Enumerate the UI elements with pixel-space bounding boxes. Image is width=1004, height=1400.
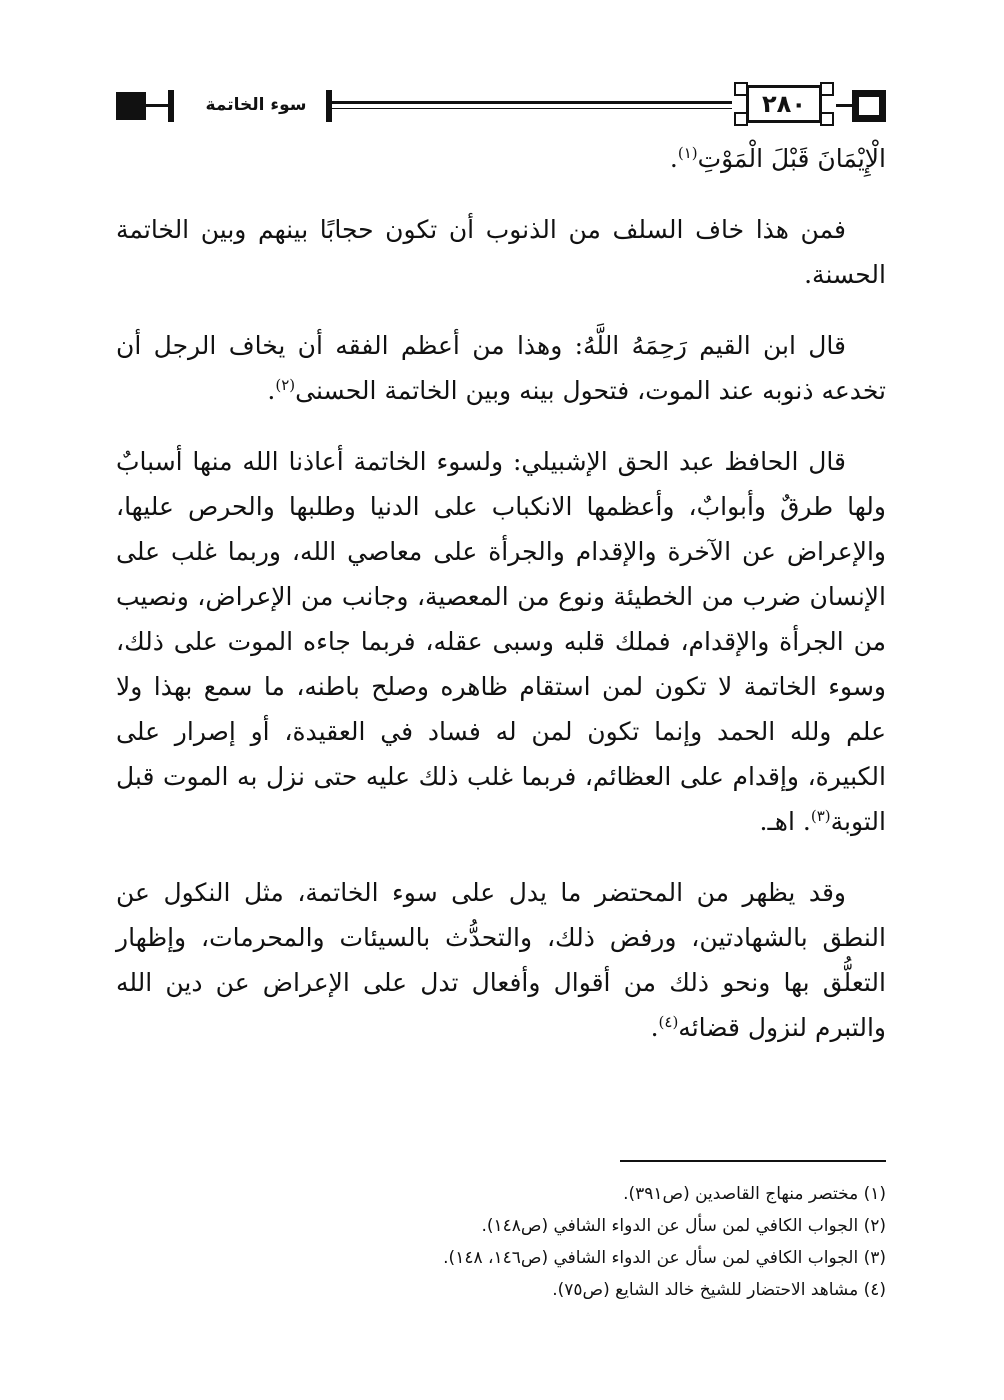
footnote-ref-4[interactable]: (٤) bbox=[658, 1013, 679, 1031]
frame-knot bbox=[820, 82, 834, 96]
header-rule-middle-thin bbox=[332, 108, 732, 109]
main-text bbox=[116, 136, 886, 1050]
footnote-separator bbox=[620, 1160, 886, 1162]
paragraph-3-text: قال الحافظ عبد الحق الإشبيلي: ولسوء الخاتمة أعاذنا الله منها أسبابٌ ولها طرقٌ وأبوابٌ، وأعظمها الانكباب على الدنيا وطلبها والحرص عليها، والإعراض عن الآخرة والإقدام والجرأة على معاصي الله، وربما غلب على الإنسان ضرب من الخطيئة ونوع من المعصية، وجانب من الإعراض، ونصيب من الجرأة والإقدام، فملك قلبه وسبى عقله، فربما جاءه الموت على ذلك، وسوء الخاتمة لا تكون لمن استقام ظاهره وصلح باطنه، ما سمع بهذا ولا علم ولله الحمد وإنما تكون لمن له فساد في العقيدة، أو إصرار على الكبيرة، وإقدام على العظائم، فربما غلب ذلك عليه حتى نزل به الموت قبل التوبة bbox=[116, 447, 886, 836]
page-number: ٢٨٠ bbox=[746, 85, 822, 123]
paragraph-1: فمن هذا خاف السلف من الذنوب أن تكون حجابًا بينهم وبين الخاتمة الحسنة. bbox=[116, 215, 886, 289]
paragraph-2-text: قال ابن القيم رَحِمَهُ اللَّهُ: وهذا من أعظم الفقه أن يخاف الرجل أن تخدعه ذنوبه عند الموت، فتحول بينه وبين الخاتمة الحسنى bbox=[116, 331, 886, 405]
footnote-item: (١) مختصر منهاج القاصدين (ص٣٩١). bbox=[623, 1184, 886, 1204]
header-rule-middle bbox=[332, 101, 732, 104]
header-rule-left bbox=[146, 104, 168, 107]
paragraph-4-text: وقد يظهر من المحتضر ما يدل على سوء الخاتمة، مثل النكول عن النطق بالشهادتين، ورفض ذلك، والتحدُّث بالسيئات والمحرمات، وإظهار التعلُّق بها ونحو ذلك من أقوال وأفعال تدل على الإعراض عن دين الله والتبرم لنزول قضائه bbox=[116, 878, 886, 1042]
opening-line: الْإِيْمَانَ قَبْلَ الْمَوْتِ$^{(١)}$. bbox=[669, 144, 886, 173]
footnote-item: (٣) الجواب الكافي لمن سأل عن الدواء الشافي (ص١٤٦، ١٤٨). bbox=[443, 1248, 886, 1268]
running-header bbox=[116, 82, 886, 128]
footnote-item: (٤) مشاهد الاحتضار للشيخ خالد الشايع (ص٧٥). bbox=[552, 1280, 886, 1300]
header-tick bbox=[326, 90, 332, 122]
page-number-frame bbox=[732, 82, 836, 128]
paragraph-3 bbox=[116, 439, 886, 844]
paragraph-2: قال ابن القيم رَحِمَهُ اللَّهُ: وهذا من أعظم الفقه أن يخاف الرجل أن تخدعه ذنوبه عند الموت، فتحول بينه وبين الخاتمة الحسنى$^{(٢)}$. bbox=[116, 331, 886, 405]
header-title: سوء الخاتمة bbox=[205, 95, 307, 115]
footnote-ref-2[interactable]: (٢) bbox=[275, 376, 296, 394]
header-ornament-left bbox=[116, 92, 146, 120]
opening-line-text: الْإِيْمَانَ قَبْلَ الْمَوْتِ bbox=[697, 144, 886, 173]
footnotes bbox=[116, 1178, 886, 1306]
footnote-item: (٢) الجواب الكافي لمن سأل عن الدواء الشافي (ص١٤٨). bbox=[481, 1216, 886, 1236]
footnote-ref-3[interactable]: (٣) bbox=[810, 807, 831, 825]
frame-knot bbox=[820, 112, 834, 126]
header-ornament-right bbox=[852, 90, 886, 122]
paragraph-3-end: . اهـ. bbox=[759, 807, 811, 836]
header-rule-right bbox=[836, 104, 852, 107]
paragraph-4: وقد يظهر من المحتضر ما يدل على سوء الخاتمة، مثل النكول عن النطق بالشهادتين، ورفض ذلك، والتحدُّث بالسيئات والمحرمات، وإظهار التعلُّق بها ونحو ذلك من أقوال وأفعال تدل على الإعراض عن دين الله والتبرم لنزول قضائه$^{(٤)}$. bbox=[116, 878, 886, 1042]
header-tick bbox=[168, 90, 174, 122]
footnote-ref-1[interactable]: (١) bbox=[677, 144, 698, 162]
